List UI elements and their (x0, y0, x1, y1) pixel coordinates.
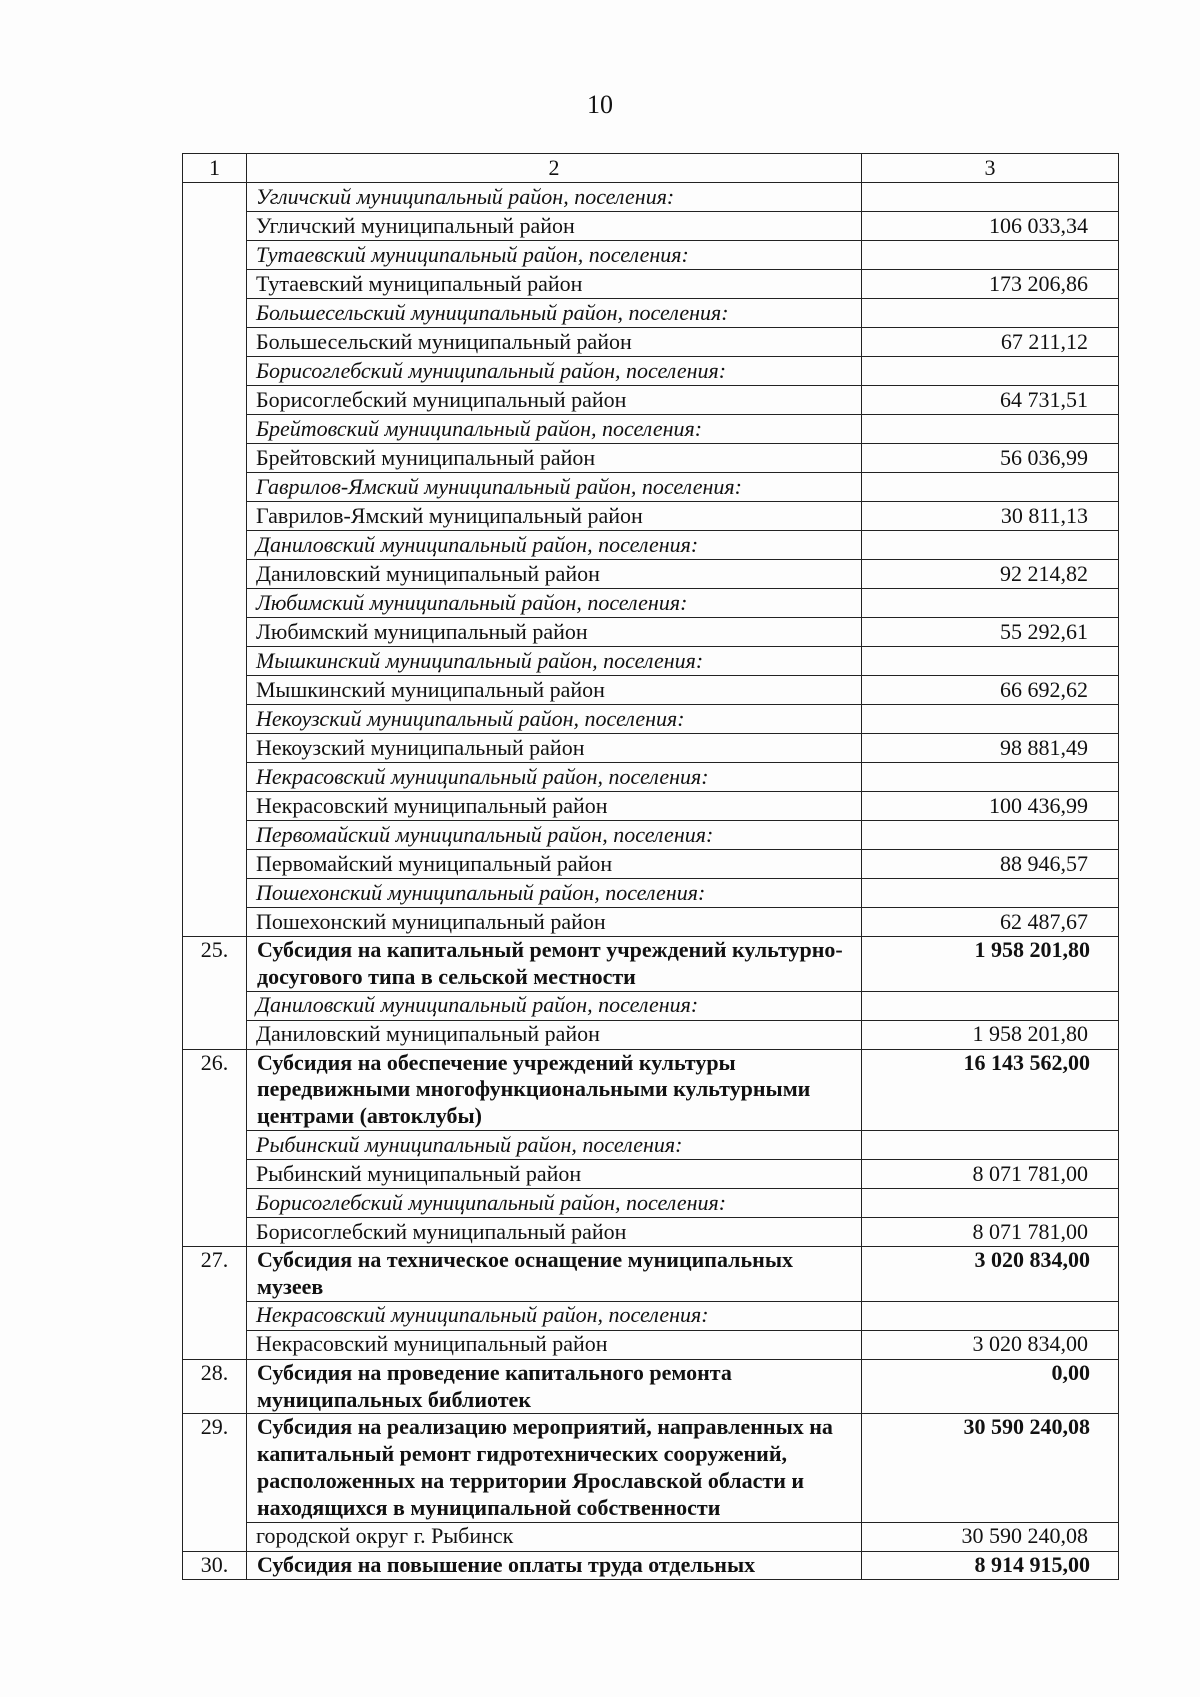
district-name: Пошехонский муниципальный район (247, 908, 862, 937)
district-amount: 106 033,34 (862, 212, 1119, 241)
district-row (183, 328, 1119, 357)
district-amount: 62 487,67 (862, 908, 1119, 937)
row-number-cell: 30. (183, 1551, 247, 1579)
district-row (183, 734, 1119, 763)
subheading-text: Рыбинский муниципальный район, поселения: (247, 1131, 862, 1160)
district-amount (862, 183, 1119, 212)
subsidy-amount: 30 590 240,08 (862, 1414, 1119, 1522)
subheading-row (183, 879, 1119, 908)
district-amount (862, 879, 1119, 908)
subsidy-title: Субсидия на повышение оплаты труда отдельных (247, 1551, 862, 1579)
subheading-row (183, 821, 1119, 850)
subheading-row (183, 1189, 1119, 1218)
district-amount: 1 958 201,80 (862, 1020, 1119, 1049)
row-number-cell (183, 1301, 247, 1330)
row-number-cell (183, 589, 247, 618)
row-number-cell (183, 1020, 247, 1049)
district-amount (862, 763, 1119, 792)
district-row (183, 1160, 1119, 1189)
row-number-cell (183, 212, 247, 241)
subheading-text: Борисоглебский муниципальный район, поселения: (247, 1189, 862, 1218)
subsidy-title: Субсидия на техническое оснащение муниципальных музеев (247, 1247, 862, 1302)
district-amount: 66 692,62 (862, 676, 1119, 705)
subsidy-row (183, 1551, 1119, 1579)
district-row (183, 1330, 1119, 1359)
district-amount: 56 036,99 (862, 444, 1119, 473)
district-amount (862, 589, 1119, 618)
district-row (183, 676, 1119, 705)
subheading-text: Мышкинский муниципальный район, поселения: (247, 647, 862, 676)
district-row (183, 908, 1119, 937)
subheading-row (183, 415, 1119, 444)
district-name: Мышкинский муниципальный район (247, 676, 862, 705)
row-number-cell (183, 270, 247, 299)
row-number-cell (183, 328, 247, 357)
row-number-cell: 29. (183, 1414, 247, 1522)
district-amount (862, 1131, 1119, 1160)
subsidy-row (183, 1414, 1119, 1522)
row-number-cell (183, 357, 247, 386)
district-name: Первомайский муниципальный район (247, 850, 862, 879)
row-number-cell (183, 502, 247, 531)
subsidy-title: Субсидия на обеспечение учреждений культуры передвижными многофункциональными культурными центрами (автоклубы) (247, 1049, 862, 1130)
subsidy-title: Субсидия на капитальный ремонт учреждений культурно-досугового типа в сельской местности (247, 937, 862, 992)
district-name: Большесельский муниципальный район (247, 328, 862, 357)
district-amount (862, 1301, 1119, 1330)
subheading-row (183, 1131, 1119, 1160)
district-amount: 3 020 834,00 (862, 1330, 1119, 1359)
subheading-text: Угличский муниципальный район, поселения: (247, 183, 862, 212)
district-row (183, 212, 1119, 241)
district-name: городской округ г. Рыбинск (247, 1522, 862, 1551)
subsidy-row (183, 1049, 1119, 1130)
subheading-row (183, 473, 1119, 502)
district-amount: 55 292,61 (862, 618, 1119, 647)
subheading-text: Некрасовский муниципальный район, поселения: (247, 763, 862, 792)
row-number-cell (183, 415, 247, 444)
subheading-row (183, 705, 1119, 734)
district-amount (862, 241, 1119, 270)
row-number-cell: 27. (183, 1247, 247, 1302)
district-row (183, 444, 1119, 473)
district-amount (862, 357, 1119, 386)
row-number-cell: 25. (183, 937, 247, 992)
district-row (183, 792, 1119, 821)
subsidy-amount: 0,00 (862, 1359, 1119, 1414)
subsidy-amount: 16 143 562,00 (862, 1049, 1119, 1130)
subheading-text: Брейтовский муниципальный район, поселения: (247, 415, 862, 444)
row-number-cell (183, 444, 247, 473)
subheading-row (183, 357, 1119, 386)
row-number-cell (183, 676, 247, 705)
subheading-text: Первомайский муниципальный район, поселения: (247, 821, 862, 850)
row-number-cell (183, 908, 247, 937)
district-amount (862, 415, 1119, 444)
subheading-row (183, 647, 1119, 676)
row-number-cell (183, 1330, 247, 1359)
subheading-text: Даниловский муниципальный район, поселения: (247, 991, 862, 1020)
district-name: Некоузский муниципальный район (247, 734, 862, 763)
subsidy-amount: 1 958 201,80 (862, 937, 1119, 992)
row-number-cell (183, 618, 247, 647)
header-col-3: 3 (862, 154, 1119, 183)
row-number-cell (183, 183, 247, 212)
district-amount: 92 214,82 (862, 560, 1119, 589)
subheading-row (183, 991, 1119, 1020)
row-number-cell (183, 850, 247, 879)
subheading-row (183, 589, 1119, 618)
district-amount: 98 881,49 (862, 734, 1119, 763)
subheading-text: Пошехонский муниципальный район, поселения: (247, 879, 862, 908)
district-amount: 67 211,12 (862, 328, 1119, 357)
district-row (183, 1218, 1119, 1247)
district-name: Борисоглебский муниципальный район (247, 1218, 862, 1247)
district-row (183, 270, 1119, 299)
subsidy-table (182, 153, 1119, 1580)
district-name: Некрасовский муниципальный район (247, 1330, 862, 1359)
subheading-text: Гаврилов-Ямский муниципальный район, поселения: (247, 473, 862, 502)
subheading-row (183, 183, 1119, 212)
district-amount (862, 473, 1119, 502)
table-body (183, 154, 1119, 1580)
subheading-text: Борисоглебский муниципальный район, поселения: (247, 357, 862, 386)
district-amount (862, 991, 1119, 1020)
district-amount (862, 821, 1119, 850)
row-number-cell (183, 1189, 247, 1218)
district-row (183, 560, 1119, 589)
district-amount (862, 647, 1119, 676)
subsidy-title: Субсидия на проведение капитального ремонта муниципальных библиотек (247, 1359, 862, 1414)
subheading-text: Любимский муниципальный район, поселения: (247, 589, 862, 618)
district-row (183, 1522, 1119, 1551)
district-name: Гаврилов-Ямский муниципальный район (247, 502, 862, 531)
district-name: Некрасовский муниципальный район (247, 792, 862, 821)
subsidy-row (183, 1359, 1119, 1414)
subheading-row (183, 531, 1119, 560)
district-name: Тутаевский муниципальный район (247, 270, 862, 299)
district-amount (862, 299, 1119, 328)
row-number-cell (183, 531, 247, 560)
header-col-1: 1 (183, 154, 247, 183)
subheading-row (183, 299, 1119, 328)
district-name: Даниловский муниципальный район (247, 560, 862, 589)
row-number-cell (183, 1131, 247, 1160)
row-number-cell (183, 991, 247, 1020)
row-number-cell (183, 879, 247, 908)
row-number-cell (183, 647, 247, 676)
district-amount: 100 436,99 (862, 792, 1119, 821)
district-row (183, 502, 1119, 531)
district-row (183, 618, 1119, 647)
district-name: Рыбинский муниципальный район (247, 1160, 862, 1189)
district-amount: 8 071 781,00 (862, 1218, 1119, 1247)
row-number-cell (183, 792, 247, 821)
district-amount (862, 705, 1119, 734)
subheading-text: Большесельский муниципальный район, поселения: (247, 299, 862, 328)
row-number-cell: 26. (183, 1049, 247, 1130)
district-amount: 88 946,57 (862, 850, 1119, 879)
row-number-cell (183, 386, 247, 415)
row-number-cell (183, 1160, 247, 1189)
row-number-cell (183, 705, 247, 734)
subheading-text: Некрасовский муниципальный район, поселения: (247, 1301, 862, 1330)
subheading-text: Тутаевский муниципальный район, поселения: (247, 241, 862, 270)
district-amount: 8 071 781,00 (862, 1160, 1119, 1189)
subsidy-row (183, 937, 1119, 992)
subheading-text: Даниловский муниципальный район, поселения: (247, 531, 862, 560)
district-amount: 173 206,86 (862, 270, 1119, 299)
district-amount: 30 590 240,08 (862, 1522, 1119, 1551)
subsidy-amount: 3 020 834,00 (862, 1247, 1119, 1302)
row-number-cell (183, 734, 247, 763)
subheading-row (183, 241, 1119, 270)
row-number-cell (183, 821, 247, 850)
row-number-cell: 28. (183, 1359, 247, 1414)
row-number-cell (183, 560, 247, 589)
header-col-2: 2 (247, 154, 862, 183)
district-row (183, 850, 1119, 879)
row-number-cell (183, 1218, 247, 1247)
row-number-cell (183, 473, 247, 502)
row-number-cell (183, 299, 247, 328)
district-amount: 30 811,13 (862, 502, 1119, 531)
district-amount: 64 731,51 (862, 386, 1119, 415)
subheading-row (183, 763, 1119, 792)
district-name: Любимский муниципальный район (247, 618, 862, 647)
row-number-cell (183, 1522, 247, 1551)
subsidy-title: Субсидия на реализацию мероприятий, направленных на капитальный ремонт гидротехнических сооружений, расположенных на территории Ярославской области и находящихся в муниципальной собственности (247, 1414, 862, 1522)
district-row (183, 1020, 1119, 1049)
row-number-cell (183, 241, 247, 270)
district-amount (862, 1189, 1119, 1218)
page-number: 10 (587, 90, 613, 119)
district-amount (862, 531, 1119, 560)
subheading-text: Некоузский муниципальный район, поселения: (247, 705, 862, 734)
district-name: Брейтовский муниципальный район (247, 444, 862, 473)
subheading-row (183, 1301, 1119, 1330)
district-name: Даниловский муниципальный район (247, 1020, 862, 1049)
subsidy-amount: 8 914 915,00 (862, 1551, 1119, 1579)
table-header-row (183, 154, 1119, 183)
subsidy-row (183, 1247, 1119, 1302)
district-name: Борисоглебский муниципальный район (247, 386, 862, 415)
row-number-cell (183, 763, 247, 792)
district-name: Угличский муниципальный район (247, 212, 862, 241)
district-row (183, 386, 1119, 415)
